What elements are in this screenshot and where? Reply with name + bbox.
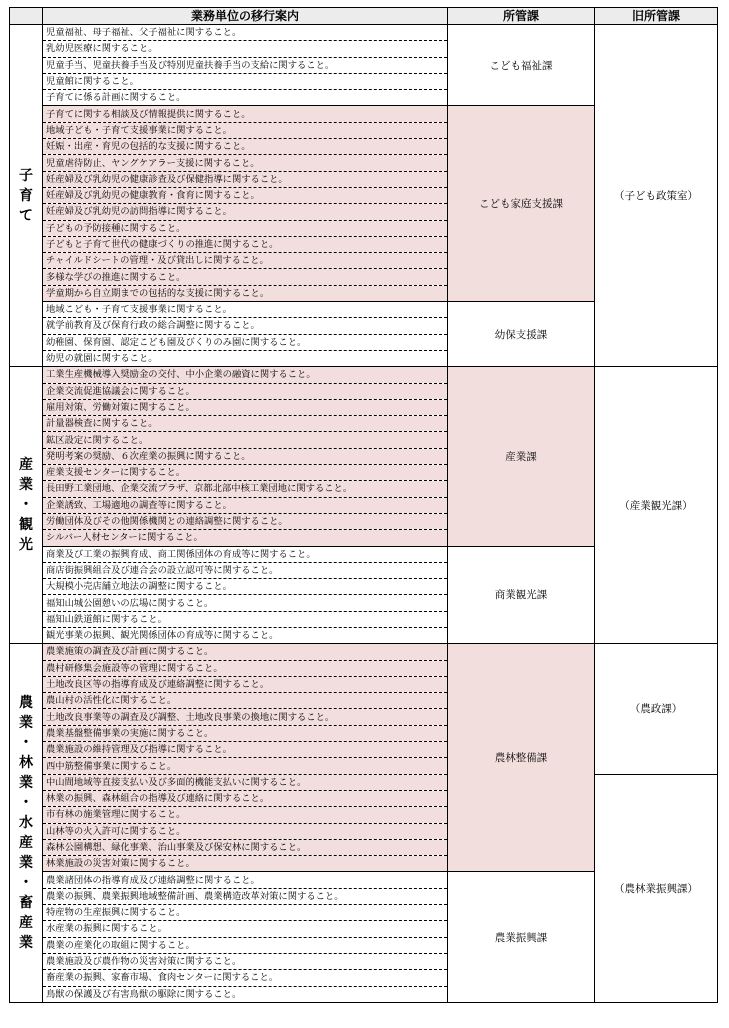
task-item: 妊産婦及び乳幼児の健康診査及び保健指導に関すること。 [43, 171, 448, 187]
task-item: 西中筋整備事業に関すること。 [43, 758, 448, 774]
task-item: 福知山城公園憩いの広場に関すること。 [43, 595, 448, 611]
task-item: 林業施設の災害対策に関すること。 [43, 856, 448, 872]
task-item: 幼稚園、保育園、認定こども園及びくりのみ園に関すること。 [43, 334, 448, 350]
task-item: 大規模小売店舗立地法の調整に関すること。 [43, 579, 448, 595]
task-item: 農業諸団体の指導育成及び連絡調整に関すること。 [43, 872, 448, 888]
header-old-department: 旧所管課 [595, 8, 718, 25]
task-item: チャイルドシートの管理・及び貸出しに関すること。 [43, 253, 448, 269]
header-row [10, 8, 718, 25]
task-item: 工業生産機械導入奨励金の交付、中小企業の融資に関すること。 [43, 367, 448, 383]
task-item: 産業支援センターに関すること。 [43, 465, 448, 481]
task-item: 企業交流促進協議会に関すること。 [43, 383, 448, 399]
task-item: 農業基盤整備事業の実施に関すること。 [43, 725, 448, 741]
old-department-cell: （子ども政策室） [595, 25, 718, 367]
task-item: 児童館に関すること。 [43, 73, 448, 89]
department-cell: 産業課 [448, 367, 595, 546]
department-cell: 農業振興課 [448, 872, 595, 1002]
department-cell: 商業観光課 [448, 546, 595, 644]
category-cell: 産 業 ・ 観 光 [10, 367, 43, 644]
old-department-cell: （農林業振興課） [595, 774, 718, 1002]
migration-table [9, 7, 718, 1003]
department-cell: こども福祉課 [448, 25, 595, 106]
task-item: 農業施設及び農作物の災害対策に関すること。 [43, 953, 448, 969]
header-task: 業務単位の移行案内 [43, 8, 448, 25]
department-cell: 農林整備課 [448, 644, 595, 872]
task-item: 計量器検査に関すること。 [43, 416, 448, 432]
task-item: 企業誘致、工場適地の調査等に関すること。 [43, 497, 448, 513]
task-item: 農業施設の維持管理及び指導に関すること。 [43, 742, 448, 758]
task-item: 子育てに係る計画に関すること。 [43, 90, 448, 106]
task-item: 観光事業の振興、観光関係団体の育成等に関すること。 [43, 627, 448, 643]
table-row [10, 774, 718, 790]
task-item: 農業の産業化の取組に関すること。 [43, 937, 448, 953]
task-item: 地域こども・子育て支援事業に関すること。 [43, 302, 448, 318]
task-item: 商店街振興組合及び連合会の設立認可等に関すること。 [43, 562, 448, 578]
task-item: 鉱区設定に関すること。 [43, 432, 448, 448]
task-item: 児童虐待防止、ヤングケアラー支援に関すること。 [43, 155, 448, 171]
department-cell: 幼保支援課 [448, 302, 595, 367]
task-item: 農業施策の調査及び計画に関すること。 [43, 644, 448, 660]
task-item: 特産物の生産振興に関すること。 [43, 905, 448, 921]
category-cell: 子 育 て [10, 25, 43, 367]
header-department: 所管課 [448, 8, 595, 25]
task-item: 土地改良事業等の調査及び調整、土地改良事業の換地に関すること。 [43, 709, 448, 725]
task-item: 就学前教育及び保育行政の総合調整に関すること。 [43, 318, 448, 334]
task-item: 山林等の火入許可に関すること。 [43, 823, 448, 839]
header-category [10, 8, 43, 25]
task-item: 児童手当、児童扶養手当及び特別児童扶養手当の支給に関すること。 [43, 57, 448, 73]
task-item: 多様な学びの推進に関すること。 [43, 269, 448, 285]
task-item: 畜産業の振興、家畜市場、食肉センターに関すること。 [43, 970, 448, 986]
task-item: 学童期から自立期までの包括的な支援に関すること。 [43, 285, 448, 301]
category-cell: 農 業 ・ 林 業 ・ 水 産 業 ・ 畜 産 業 [10, 644, 43, 1003]
task-item: シルバー人材センターに関すること。 [43, 530, 448, 546]
task-item: 地域子ども・子育て支援事業に関すること。 [43, 122, 448, 138]
task-item: 児童福祉、母子福祉、父子福祉に関すること。 [43, 25, 448, 41]
task-item: 妊娠・出産・育児の包括的な支援に関すること。 [43, 139, 448, 155]
old-department-cell: （産業観光課） [595, 367, 718, 644]
task-item: 幼児の就園に関すること。 [43, 350, 448, 366]
task-item: 農業の振興、農業振興地域整備計画、農業構造改革対策に関すること。 [43, 888, 448, 904]
department-cell: こども家庭支援課 [448, 106, 595, 302]
task-item: 林業の振興、森林組合の指導及び連絡に関すること。 [43, 790, 448, 806]
task-item: 福知山鉄道館に関すること。 [43, 611, 448, 627]
task-item: 中山間地域等直接支払い及び多面的機能支払いに関すること。 [43, 774, 448, 790]
task-item: 土地改良区等の指導育成及び連絡調整に関すること。 [43, 676, 448, 692]
task-item: 農山村の活性化に関すること。 [43, 693, 448, 709]
task-item: 水産業の振興に関すること。 [43, 921, 448, 937]
table-row [10, 367, 718, 383]
task-item: 労働団体及びその他関係機関との連絡調整に関すること。 [43, 513, 448, 529]
task-item: 農村研修集会施設等の管理に関すること。 [43, 660, 448, 676]
task-item: 商業及び工業の振興育成、商工関係団体の育成等に関すること。 [43, 546, 448, 562]
task-item: 妊産婦及び乳幼児の訪問指導に関すること。 [43, 204, 448, 220]
task-item: 子育てに関する相談及び情報提供に関すること。 [43, 106, 448, 122]
task-item: 雇用対策、労働対策に関すること。 [43, 399, 448, 415]
task-item: 森林公園構想、緑化事業、治山事業及び保安林に関すること。 [43, 839, 448, 855]
task-item: 市有林の施業管理に関すること。 [43, 807, 448, 823]
old-department-cell: （農政課） [595, 644, 718, 774]
table-row [10, 25, 718, 41]
task-item: 子どもの予防接種に関すること。 [43, 220, 448, 236]
task-item: 鳥獣の保護及び有害鳥獣の駆除に関すること。 [43, 986, 448, 1002]
task-item: 妊産婦及び乳幼児の健康教育・食育に関すること。 [43, 187, 448, 203]
task-item: 発明考案の奨励、６次産業の振興に関すること。 [43, 448, 448, 464]
task-item: 乳幼児医療に関すること。 [43, 41, 448, 57]
task-item: 長田野工業団地、企業交流プラザ、京都北部中核工業団地に関すること。 [43, 481, 448, 497]
table-row [10, 644, 718, 660]
task-item: 子どもと子育て世代の健康づくりの推進に関すること。 [43, 236, 448, 252]
